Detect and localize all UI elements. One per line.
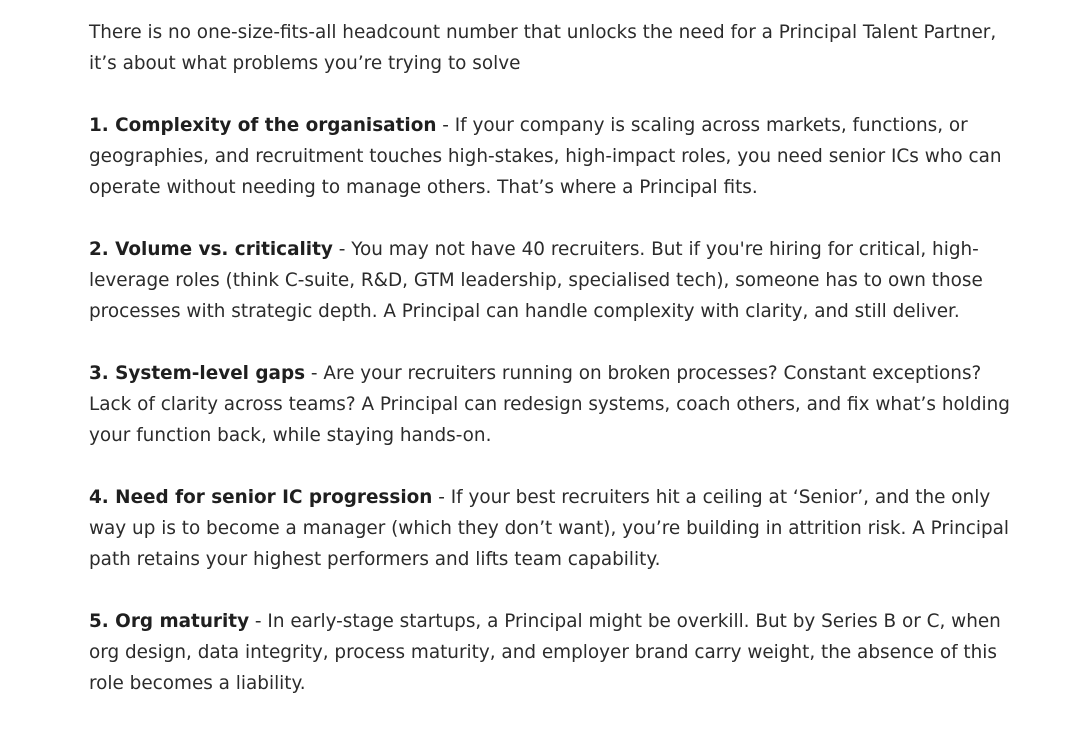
point-body: - If your company is scaling across markets, functions, or geographies, and recruitment touches high-stakes, high-impact roles, you need senior ICs who can operate without needing to manage others. That’s where a Principal fits. [89,115,1002,198]
point-system-gaps [89,358,1029,451]
point-body: - Are your recruiters running on broken processes? Constant exceptions? Lack of clarity across teams? A Principal can redesign systems, coach others, and fix what’s holding your function back, while staying hands-on. [89,363,1010,446]
point-heading: 2. Volume vs. criticality [89,239,333,260]
point-heading: 4. Need for senior IC progression [89,487,433,508]
point-volume-criticality [89,234,1029,327]
point-heading: 1. Complexity of the organisation [89,115,437,136]
point-complexity [89,110,1029,203]
point-heading: 5. Org maturity [89,611,250,632]
point-body: - If your best recruiters hit a ceiling at ‘Senior’, and the only way up is to become a manager (which they don’t want), you’re building in attrition risk. A Principal path retains your highest performers and lifts team capability. [89,487,1010,570]
point-heading: 3. System-level gaps [89,363,306,384]
point-ic-progression [89,482,1029,575]
intro-paragraph: There is no one-size-fits-all headcount number that unlocks the need for a Principal Talent Partner, it’s about what problems you’re trying to solve [89,22,997,74]
point-org-maturity [89,606,1029,699]
article-body [89,17,1029,730]
point-body: - In early-stage startups, a Principal might be overkill. But by Series B or C, when org design, data integrity, process maturity, and employer brand carry weight, the absence of this role becomes a liability. [89,611,1001,694]
point-body: - You may not have 40 recruiters. But if you're hiring for critical, high-leverage roles (think C-suite, R&D, GTM leadership, specialised tech), someone has to own those processes with strategic depth. A Principal can handle complexity with clarity, and still deliver. [89,239,983,322]
